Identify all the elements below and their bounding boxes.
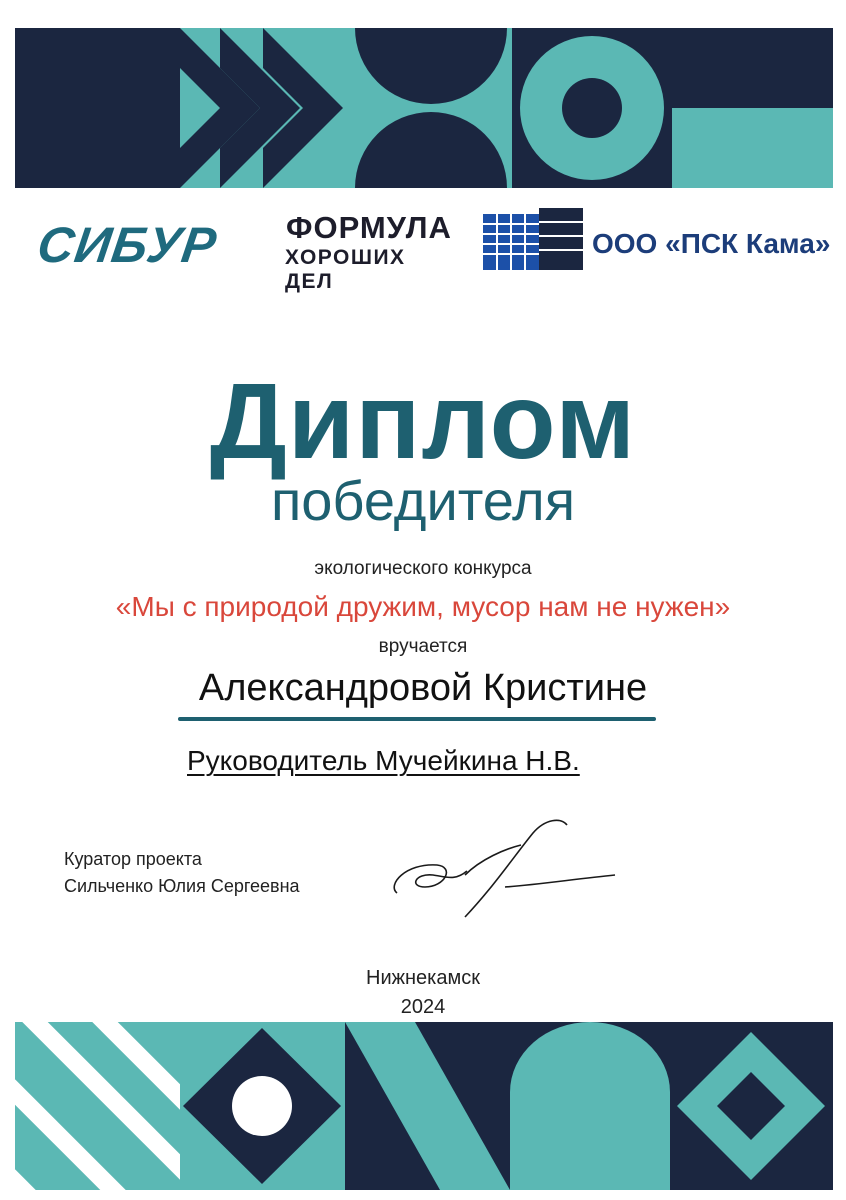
footer-place-date <box>0 964 846 1022</box>
curator-block <box>64 846 300 900</box>
curator-title: Куратор проекта <box>64 849 202 869</box>
signature <box>385 815 625 930</box>
top-banner-graphic <box>15 28 833 188</box>
diploma-subtitle: победителя <box>270 469 576 532</box>
awarded-text: вручается <box>378 636 468 657</box>
bottom-banner-graphic <box>15 1022 833 1190</box>
contest-type: экологического конкурса <box>314 558 532 579</box>
contest-name: «Мы с природой дружим, мусор нам не нужен» <box>115 591 731 622</box>
psk-building-icon <box>483 208 583 275</box>
psk-logo-text: ООО «ПСК Кама» <box>592 228 831 259</box>
curator-name: Сильченко Юлия Сергеевна <box>64 876 300 896</box>
year: 2024 <box>400 996 446 1018</box>
winner-name: Александровой Кристине <box>198 667 648 709</box>
leader-name: Руководитель Мучейкина Н.В. <box>187 745 580 776</box>
winner-underline <box>178 717 656 721</box>
top-decorative-banner <box>15 28 833 188</box>
sibur-logo: СИБУР <box>34 217 221 273</box>
bottom-decorative-banner <box>15 1022 833 1190</box>
diploma-title: Диплом <box>209 360 637 481</box>
formula-logo-line1: ФОРМУЛА <box>286 210 452 245</box>
city: Нижнекамск <box>366 967 480 989</box>
formula-logo-line2: ХОРОШИХ ДЕЛ <box>285 246 406 293</box>
